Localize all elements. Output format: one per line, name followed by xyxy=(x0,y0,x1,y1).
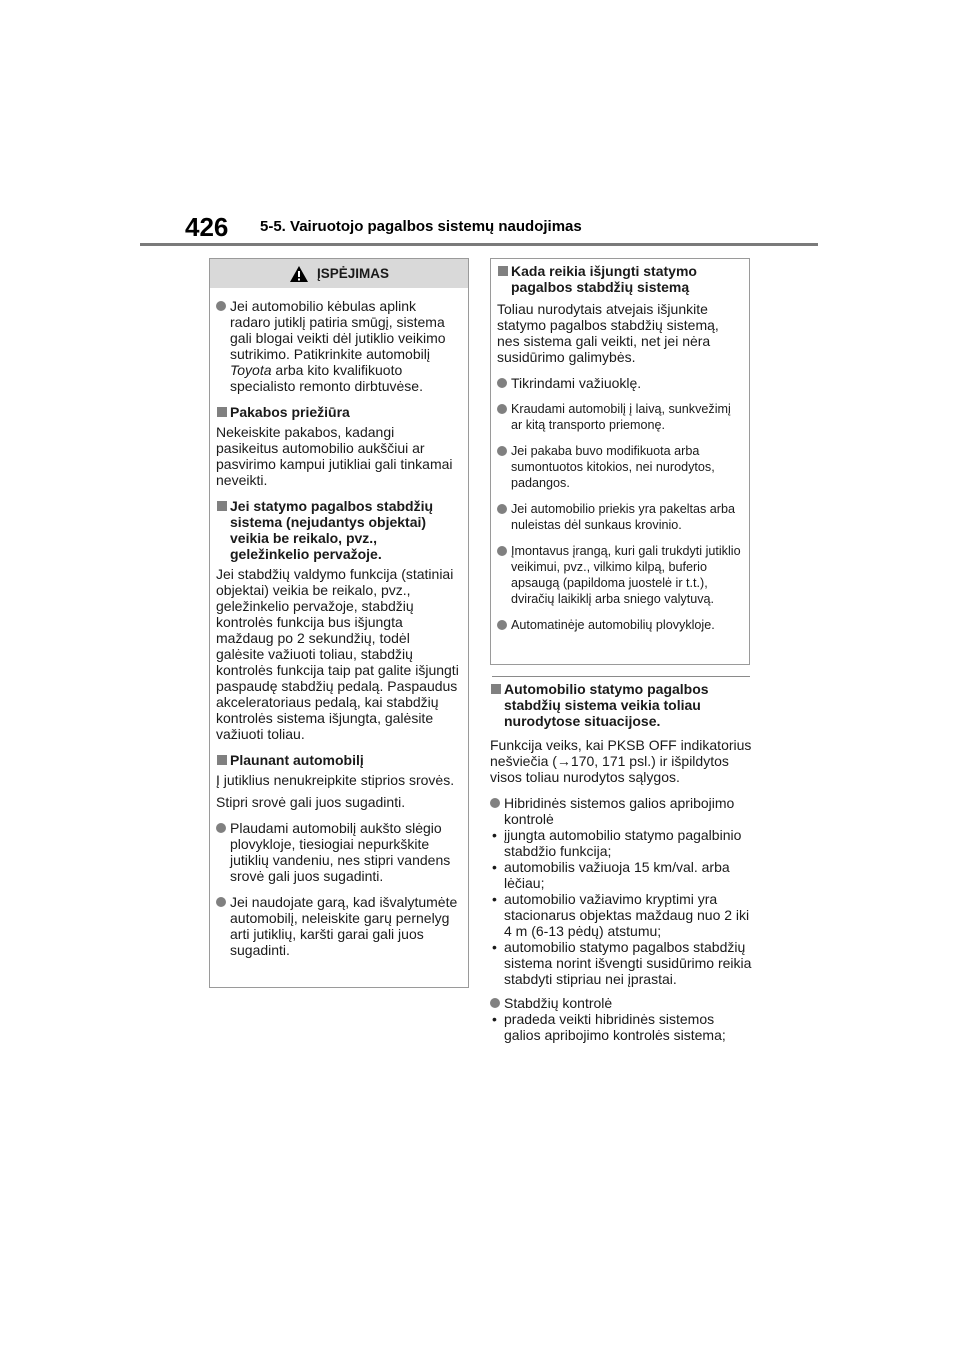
operation-bullet-hybrid-limit: Hibridinės sistemos galios apribojimo kontrolė xyxy=(490,795,752,827)
section-title: 5-5. Vairuotojo pagalbos sistemų naudojimas xyxy=(260,218,582,235)
disable-heading: Kada reikia išjungti statymo pagalbos stabdžių sistemą xyxy=(497,263,741,295)
disable-info-box xyxy=(490,258,750,665)
page-number: 426 xyxy=(185,212,229,242)
operation-text: Funkcija veiks, kai PKSB OFF indikatorius nešviečia (→170, 171 psl.) ir išpildytos visos toliau nurodytos sąlygos. xyxy=(490,737,752,785)
operation-sub-item: • automobilis važiuoja 15 km/val. arba lėčiau; xyxy=(490,859,752,891)
warning-title: ĮSPĖJIMAS xyxy=(316,266,390,281)
warning-heading-unneeded-operation: Jei statymo pagalbos stabdžių sistema (nejudantys objektai) veikia be reikalo, pvz., geležinkelio pervažoje. xyxy=(216,498,460,562)
disable-item: Kraudami automobilį į laivą, sunkvežimį ar kitą transporto priemonę. xyxy=(497,401,741,433)
warning-bullet-high-pressure: Plaudami automobilį aukšto slėgio plovykloje, tiesiogiai nepurkškite jutiklių vandeniu, nes stipri vandens srovė gali juos sugadinti. xyxy=(216,820,460,884)
header-divider xyxy=(140,243,818,246)
operation-sub-item: • automobilio važiavimo kryptimi yra stacionarus objektas maždaug nuo 2 iki 4 m (6-13 pėdų) atstumu; xyxy=(490,891,752,939)
disable-item: Jei pakaba buvo modifikuota arba sumontuotos kitokios, nei nurodytos, padangos. xyxy=(497,443,741,491)
disable-item: Tikrindami važiuoklę. xyxy=(497,375,741,391)
operation-heading: Automobilio statymo pagalbos stabdžių sistema veikia toliau nurodytose situacijose. xyxy=(490,681,752,729)
disable-item: Jei automobilio priekis yra pakeltas arba nuleistas dėl sunkaus krovinio. xyxy=(497,501,741,533)
disable-item: Automatinėje automobilių plovykloje. xyxy=(497,617,741,633)
operation-sub-item: • automobilio statymo pagalbos stabdžių sistema norint išvengti susidūrimo reikia stabdyti stipriau nei įprastai. xyxy=(490,939,752,987)
warning-box xyxy=(209,258,469,988)
disable-item: Įmontavus įrangą, kuri gali trukdyti jutiklio veikimui, pvz., vilkimo kilpą, buferio apsaugą (papildoma juostelė ir t.t.), dviračių laikiklį arba sniego valytuvą. xyxy=(497,543,741,607)
warning-heading-suspension: Pakabos priežiūra xyxy=(216,404,460,420)
warning-bullet-steam: Jei naudojate garą, kad išvalytumėte automobilį, neleiskite garų pernelyg arti jutiklių, karšti garai gali juos sugadinti. xyxy=(216,894,460,958)
warning-header xyxy=(210,259,468,288)
disable-text: Toliau nurodytais atvejais išjunkite statymo pagalbos stabdžių sistemą, nes sistema gali veikti, net jei nėra susidūrimo galimybės. xyxy=(497,301,719,365)
warning-intro-bullet: Jei automobilio kėbulas aplink radaro jutiklį patiria smūgį, sistema gali blogai veikti dėl jutiklio veikimo sutrikimo. Patikrinkite automobilį Toyota arba kito kvalifikuoto specialisto remonto dirbtuvėse. xyxy=(216,298,460,394)
operation-sub-item: • įjungta automobilio statymo pagalbinio stabdžio funkcija; xyxy=(490,827,752,859)
warning-triangle-icon xyxy=(289,265,309,283)
operation-conditions-section xyxy=(490,676,752,1043)
warning-heading-washing: Plaunant automobilį xyxy=(216,752,460,768)
warning-text-washing-1: Į jutiklius nenukreipkite stiprios srovės. xyxy=(216,772,455,788)
warning-text-suspension: Nekeiskite pakabos, kadangi pasikeitus automobilio aukščiui ar pasvirimo kampui jutikliai gali tinkamai neveikti. xyxy=(216,424,453,488)
operation-bullet-brake-control: Stabdžių kontrolė xyxy=(490,995,752,1011)
operation-sub-item: • pradeda veikti hibridinės sistemos galios apribojimo kontrolės sistema; xyxy=(490,1011,752,1043)
warning-text-washing-2: Stipri srovė gali juos sugadinti. xyxy=(216,794,406,810)
section-divider xyxy=(492,676,750,677)
warning-text-unneeded-operation: Jei stabdžių valdymo funkcija (statiniai objektai) veikia be reikalo, pvz., geležinkelio pervažoje, stabdžių kontrolės funkcija bus išjungta maždaug po 2 sekundžių, todėl galėsite važiuoti toliau, stabdžių kontrolės funkcija taip pat galite išjungti paspaudę stabdžių pedalą. Paspaudus akceleratoriaus pedalą, kai stabdžių kontrolės sistema išjungta, galėsite važiuoti toliau. xyxy=(216,566,459,742)
